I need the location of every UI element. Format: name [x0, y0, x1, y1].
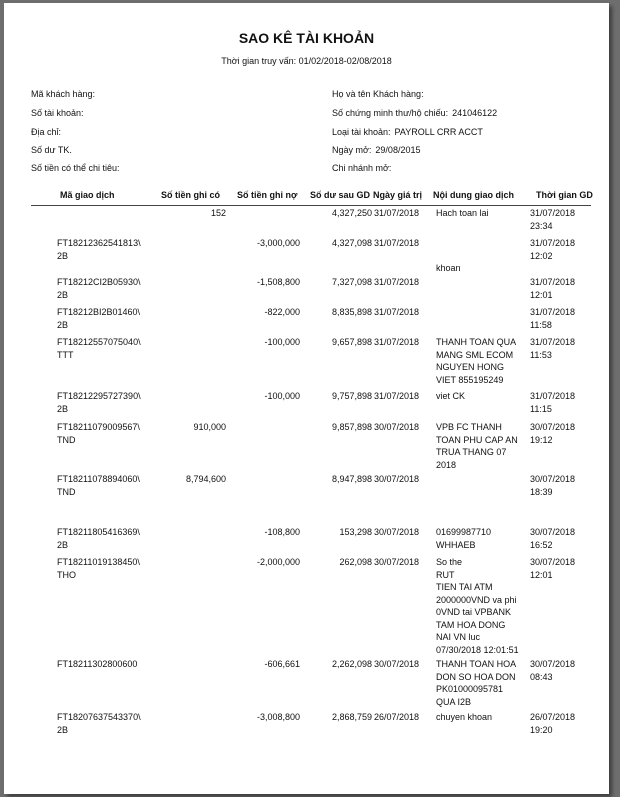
debit-amount: -3,008,800 — [256, 712, 300, 722]
debit-amount: -822,000 — [264, 307, 300, 317]
balance-after: 8,835,898 — [331, 307, 372, 317]
balance-after: 4,327,250 — [331, 208, 372, 218]
transaction-time: 31/07/2018 23:34 — [530, 208, 576, 231]
account-balance-row — [31, 145, 76, 155]
debit-amount: -1,508,800 — [256, 277, 300, 287]
transaction-code: FT18212362541813\ 2B — [57, 238, 141, 261]
transaction-time: 31/07/2018 11:15 — [530, 391, 576, 414]
transaction-description: khoan — [436, 263, 461, 273]
value-date: 30/07/2018 — [374, 527, 420, 537]
info-label: Địa chỉ: — [31, 127, 62, 137]
debit-amount: -606,661 — [264, 659, 300, 669]
transaction-description: So the RUT TIEN TAI ATM 2000000VND va phi 0VND tai VPBANK TAM HOA DONG NAI VN luc 07/30/2018 12:01:51 — [436, 557, 519, 655]
balance-after: 262,098 — [339, 557, 372, 567]
transaction-time: 31/07/2018 11:58 — [530, 307, 576, 330]
query-period: Thời gian truy vấn: 01/02/2018-02/08/2018 — [221, 56, 392, 66]
transaction-time: 26/07/2018 19:20 — [530, 712, 576, 735]
column-header: Số dư sau GD — [310, 190, 371, 200]
debit-amount: -108,800 — [264, 527, 300, 537]
spendable-amount-row — [31, 163, 124, 173]
transaction-code: FT18211302800600 — [57, 659, 138, 669]
value-date: 31/07/2018 — [374, 208, 420, 218]
transaction-code: FT18211019138450\ THO — [57, 557, 140, 580]
transaction-description: THANH TOAN QUA MANG SML ECOM NGUYEN HONG VIET 855195249 — [436, 337, 517, 385]
debit-amount: -2,000,000 — [256, 557, 300, 567]
debit-amount: -3,000,000 — [256, 238, 300, 248]
value-date: 30/07/2018 — [374, 557, 420, 567]
transaction-time: 30/07/2018 19:12 — [530, 422, 576, 445]
balance-after: 9,657,898 — [331, 337, 372, 347]
value-date: 31/07/2018 — [374, 307, 420, 317]
balance-after: 7,327,098 — [331, 277, 372, 287]
transaction-time: 31/07/2018 12:01 — [530, 277, 576, 300]
open-date-row — [332, 145, 420, 155]
transaction-code: FT18212295727390\ 2B — [57, 391, 141, 414]
transaction-description: VPB FC THANH TOAN PHU CAP AN TRUA THANG 07 2018 — [436, 422, 518, 470]
credit-amount: 910,000 — [193, 422, 226, 432]
transaction-code: FT18211078894060\ TND — [57, 474, 140, 497]
value-date: 30/07/2018 — [374, 422, 420, 432]
info-label: Số tiền có thể chi tiêu: — [31, 163, 120, 173]
page-title: SAO KÊ TÀI KHOẢN — [238, 30, 375, 46]
balance-after: 9,757,898 — [331, 391, 372, 401]
info-label: Chi nhánh mở: — [332, 163, 392, 173]
transaction-time: 30/07/2018 16:52 — [530, 527, 576, 550]
address-row — [31, 127, 65, 137]
credit-amount: 8,794,600 — [185, 474, 226, 484]
info-label: Số chứng minh thư/hộ chiếu: — [332, 108, 449, 118]
balance-after: 2,262,098 — [331, 659, 372, 669]
transaction-description: viet CK — [436, 391, 466, 401]
transaction-description: 01699987710 WHHAEB — [436, 527, 492, 550]
transaction-code: FT18212557075040\ TTT — [57, 337, 141, 360]
transaction-code: FT18212CI2B05930\ 2B — [57, 277, 141, 300]
table-header — [31, 187, 591, 206]
transaction-code: FT18211805416369\ 2B — [57, 527, 140, 550]
balance-after: 4,327,098 — [331, 238, 372, 248]
credit-amount: 152 — [210, 208, 226, 218]
customer-name-row — [332, 89, 428, 99]
transaction-description: THANH TOAN HOA DON SO HOA DON PK01000095781 QUA I2B — [436, 659, 517, 707]
id-number-row — [332, 108, 497, 118]
account-type-row — [332, 127, 483, 137]
column-header: Nội dung giao dịch — [433, 190, 514, 200]
value-date: 31/07/2018 — [374, 337, 420, 347]
column-header: Ngày giá trị — [373, 190, 423, 200]
value-date: 30/07/2018 — [374, 474, 420, 484]
balance-after: 153,298 — [339, 527, 372, 537]
info-value: 241046122 — [452, 108, 498, 118]
info-value: 29/08/2015 — [375, 145, 421, 155]
value-date: 31/07/2018 — [374, 238, 420, 248]
column-header: Mã giao dịch — [60, 190, 115, 200]
balance-after: 2,868,759 — [331, 712, 372, 722]
info-label: Họ và tên Khách hàng: — [332, 89, 424, 99]
transaction-time: 31/07/2018 11:53 — [530, 337, 576, 360]
branch-row — [332, 163, 395, 173]
transaction-time: 30/07/2018 08:43 — [530, 659, 576, 682]
debit-amount: -100,000 — [264, 391, 300, 401]
debit-amount: -100,000 — [264, 337, 300, 347]
balance-after: 9,857,898 — [331, 422, 372, 432]
value-date: 26/07/2018 — [374, 712, 420, 722]
transaction-code: FT18207637543370\ 2B — [57, 712, 141, 735]
balance-after: 8,947,898 — [331, 474, 372, 484]
column-header: Thời gian GD — [536, 190, 593, 200]
column-header: Số tiền ghi nợ — [237, 190, 298, 200]
info-label: Số dư TK. — [31, 145, 72, 155]
value-date: 31/07/2018 — [374, 277, 420, 287]
customer-code-row — [31, 89, 99, 99]
transaction-time: 30/07/2018 18:39 — [530, 474, 576, 497]
statement-page — [4, 3, 609, 794]
transaction-time: 31/07/2018 12:02 — [530, 238, 576, 261]
info-label: Mã khách hàng: — [31, 89, 96, 99]
account-number-row — [31, 108, 88, 118]
transaction-description: Hach toan lai — [436, 208, 489, 218]
info-value: PAYROLL CRR ACCT — [394, 127, 483, 137]
value-date: 30/07/2018 — [374, 659, 420, 669]
transaction-code: FT18212BI2B01460\ 2B — [57, 307, 141, 330]
transaction-code: FT18211079009567\ TND — [57, 422, 140, 445]
transaction-time: 30/07/2018 12:01 — [530, 557, 576, 580]
info-label: Ngày mở: — [332, 145, 372, 155]
info-label: Loại tài khoản: — [332, 127, 391, 137]
transaction-description: chuyen khoan — [436, 712, 493, 722]
info-label: Số tài khoản: — [31, 108, 84, 118]
value-date: 31/07/2018 — [374, 391, 420, 401]
column-header: Số tiền ghi có — [161, 190, 221, 200]
